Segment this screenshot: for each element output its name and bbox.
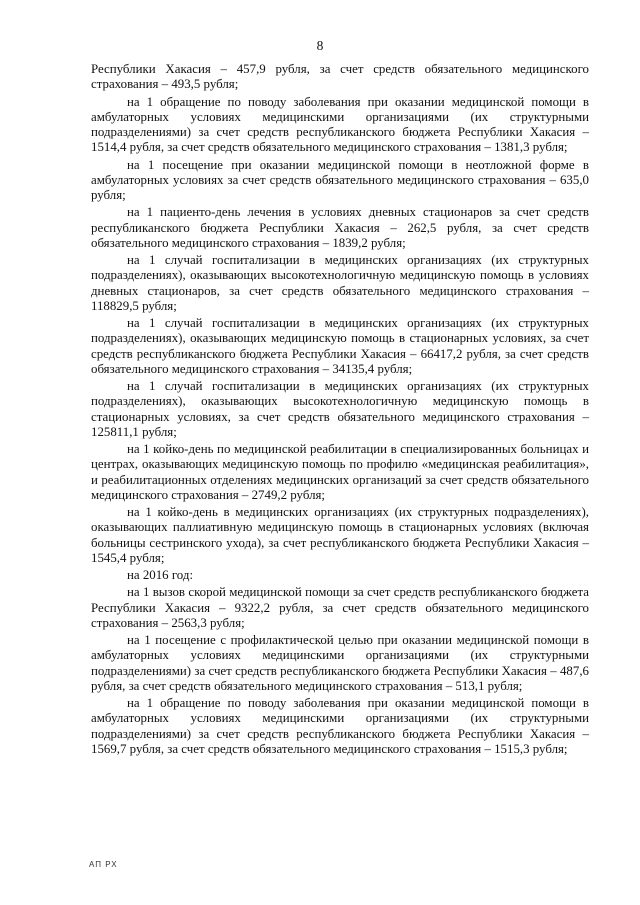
paragraph: на 1 койко-день по медицинской реабилитации в специализированных больницах и центрах, оказывающих медицинскую помощь по профилю «медицинская реабилитация», и реабилитационных отделениях медицинских организаций за счет средств обязательного медицинского страхования – 2749,2 рубля; <box>91 442 589 502</box>
paragraph: на 1 обращение по поводу заболевания при оказании медицинской помощи в амбулаторных условиях медицинскими организациями (их структурными подразделениями) за счет средств республиканского бюджета Республики Хакасия – 1514,4 рубля, за счет средств обязательного медицинского страхования – 1381,3 рубля; <box>91 94 589 155</box>
document-body <box>91 62 589 759</box>
paragraph: на 1 посещение с профилактической целью при оказании медицинской помощи в амбулаторных условиях медицинскими организациями (их структурными подразделениями) за счет средств республиканского бюджета Республики Хакасия – 487,6 рубля, за счет средств обязательного медицинского страхования – 513,1 рубля; <box>91 633 589 693</box>
paragraph: на 1 посещение при оказании медицинской помощи в неотложной форме в амбулаторных условиях за счет средств обязательного медицинского страхования – 635,0 рубля; <box>91 157 589 202</box>
paragraph: на 1 обращение по поводу заболевания при оказании медицинской помощи в амбулаторных условиях медицинскими организациями (их структурными подразделениями) за счет средств республиканского бюджета Республики Хакасия – 1569,7 рубля, за счет средств обязательного медицинского страхования – 1515,3 рубля; <box>91 696 589 756</box>
page-number: 8 <box>316 38 324 53</box>
paragraph: Республики Хакасия – 457,9 рубля, за счет средств обязательного медицинского страхования – 493,5 рубля; <box>91 62 589 92</box>
footer-mark: АП РХ <box>89 860 118 869</box>
section-heading-2016: на 2016 год: <box>127 568 194 582</box>
paragraph: на 1 пациенто-день лечения в условиях дневных стационаров за счет средств республиканского бюджета Республики Хакасия – 262,5 рубля, за счет средств обязательного медицинского страхования – 1839,2 рубля; <box>91 205 589 250</box>
paragraph: на 1 койко-день в медицинских организациях (их структурных подразделениях), оказывающих паллиативную медицинскую помощь в стационарных условиях (включая больницы сестринского ухода), за счет республиканского бюджета Республики Хакасия – 1545,4 рубля; <box>91 505 589 565</box>
paragraph: на 1 случай госпитализации в медицинских организациях (их структурных подразделениях), оказывающих высокотехнологичную медицинскую помощь в условиях дневных стационаров, за счет средств обязательного медицинского страхования – 118829,5 рубля; <box>91 253 589 313</box>
paragraph: на 1 случай госпитализации в медицинских организациях (их структурных подразделениях), оказывающих медицинскую помощь в стационарных условиях, за счет средств республиканского бюджета Республики Хакасия – 66417,2 рубля, за счет средств обязательного медицинского страхования – 34135,4 рубля; <box>91 316 589 376</box>
paragraph: на 1 вызов скорой медицинской помощи за счет средств республиканского бюджета Республики Хакасия – 9322,2 рубля, за счет средств обязательного медицинского страхования – 2563,3 рубля; <box>91 585 589 630</box>
paragraph: на 1 случай госпитализации в медицинских организациях (их структурных подразделениях), оказывающих высокотехнологичную медицинскую помощь в стационарных условиях, за счет средств обязательного медицинского страхования – 125811,1 рубля; <box>91 379 589 439</box>
